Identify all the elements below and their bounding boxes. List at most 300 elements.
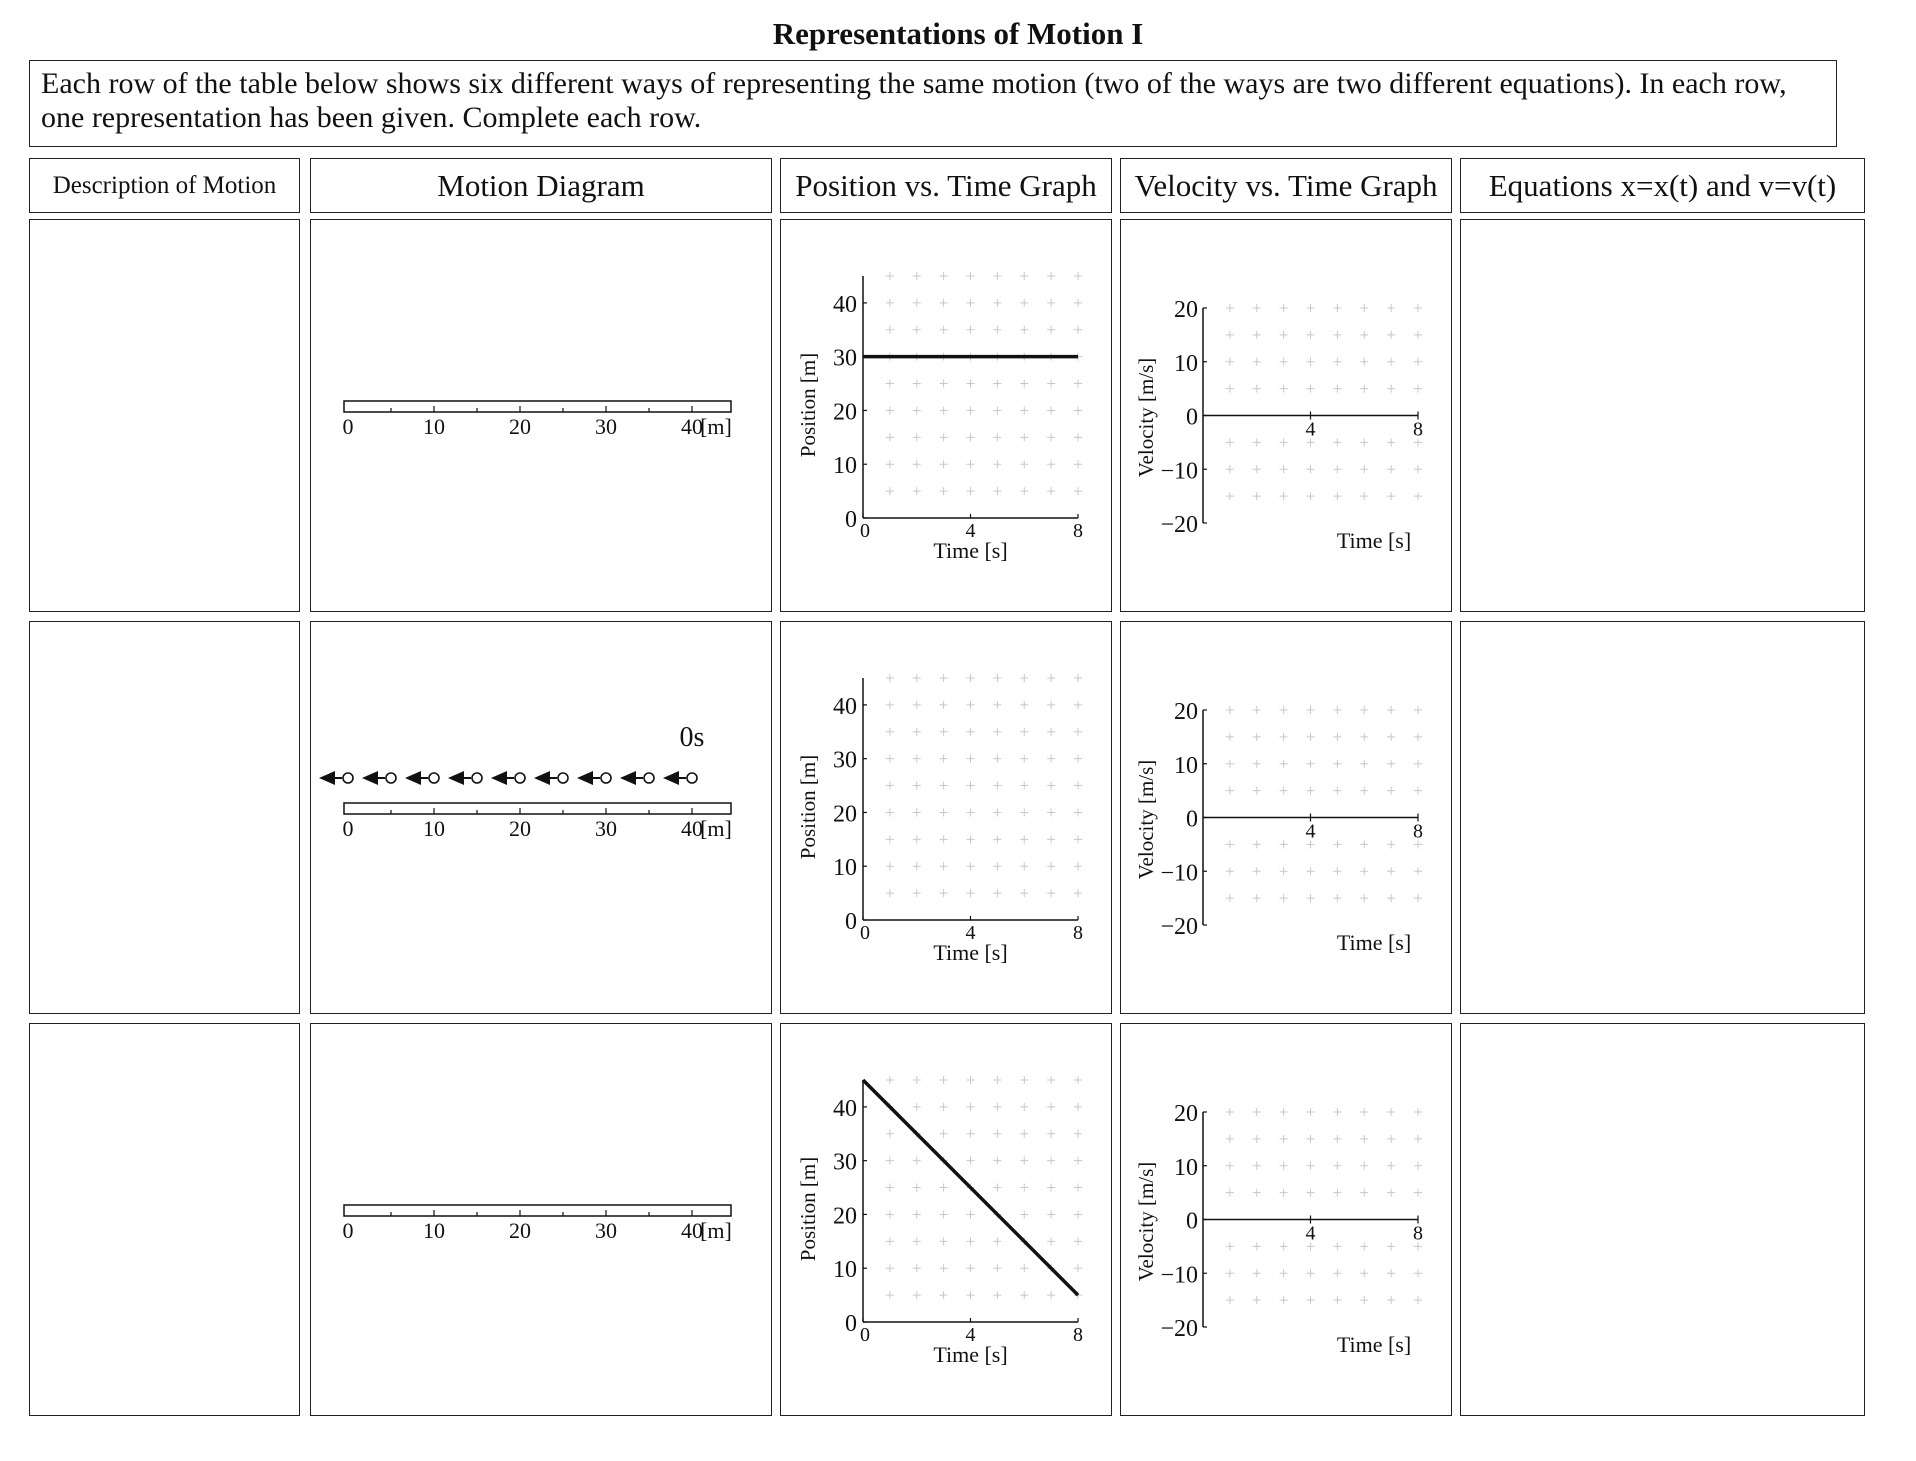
grid-cross [1360,1189,1368,1197]
x-axis-label: Time [s] [933,538,1008,563]
grid-cross [993,835,1001,843]
grid-cross [993,701,1001,709]
grid-cross [1307,331,1315,339]
grid-cross [1414,331,1422,339]
grid-cross [1387,1242,1395,1250]
grid-cross [1020,701,1028,709]
grid-cross [1333,438,1341,446]
grid-cross [1280,706,1288,714]
grid-cross [1226,787,1234,795]
grid-cross [913,1264,921,1272]
x-tick-label: 8 [1413,1222,1423,1245]
grid-cross [940,835,948,843]
grid-cross [913,272,921,280]
grid-cross [1360,438,1368,446]
x-tick-label: 4 [1305,418,1316,441]
grid-cross [940,406,948,414]
velocity-graph-cell-row-2[interactable] [1120,621,1452,1014]
grid-cross [993,326,1001,334]
grid-cross [1307,706,1315,714]
grid-cross [1047,1184,1055,1192]
grid-cross [993,1291,1001,1299]
grid-cross [913,862,921,870]
grid-cross [913,808,921,816]
grid-cross [1307,465,1315,473]
grid-cross [1074,808,1082,816]
grid-cross [1360,331,1368,339]
grid-cross [913,835,921,843]
grid-cross [1074,326,1082,334]
position-graph-cell-row-1[interactable] [780,219,1112,612]
grid-cross [1047,862,1055,870]
grid-cross [1226,1269,1234,1277]
grid-cross [886,326,894,334]
grid-cross [967,1157,975,1165]
grid-cross [913,674,921,682]
ruler-tick-label: 10 [423,1218,445,1243]
ruler-unit: [m] [700,816,732,841]
grid-cross [1226,304,1234,312]
grid-cross [1253,760,1261,768]
grid-cross [993,406,1001,414]
grid-cross [913,1103,921,1111]
grid-cross [1333,304,1341,312]
velocity-arrow-head [362,771,378,785]
grid-cross [1226,465,1234,473]
grid-cross [1074,862,1082,870]
header-equations-label: Equations x=x(t) and v=v(t) [1488,167,1837,203]
grid-cross [1387,1135,1395,1143]
position-graph-cell-row-2[interactable] [780,621,1112,1014]
x-tick-label: 8 [1413,418,1423,441]
grid-cross [993,808,1001,816]
header-description-label: Description of Motion [52,171,277,199]
x-tick-label: 4 [965,922,976,944]
y-tick-label: −20 [1160,1316,1198,1342]
y-tick-label: −10 [1160,1262,1198,1289]
grid-cross [1253,1108,1261,1116]
ruler-tick-label: 10 [423,414,445,439]
grid-cross [1020,299,1028,307]
ruler [343,401,732,439]
grid-cross [1360,304,1368,312]
grid-cross [940,380,948,388]
ruler-bar [344,401,731,412]
grid-cross [913,728,921,736]
grid-cross [967,1103,975,1111]
position-grid [886,272,1082,495]
grid-cross [886,1291,894,1299]
grid-cross [1333,706,1341,714]
grid-cross [967,487,975,495]
grid-cross [1414,867,1422,875]
y-axis-label: Position [m] [796,754,820,860]
grid-cross [1226,733,1234,741]
grid-cross [940,299,948,307]
description-cell-row-1[interactable] [29,219,300,612]
grid-cross [1020,1103,1028,1111]
grid-cross [993,1184,1001,1192]
description-cell-row-2[interactable] [29,621,300,1014]
grid-cross [1414,787,1422,795]
grid-cross [1074,782,1082,790]
grid-cross [1047,433,1055,441]
grid-cross [1387,492,1395,500]
grid-cross [940,755,948,763]
grid-cross [1074,1076,1082,1084]
grid-cross [1074,460,1082,468]
y-tick-label: 40 [833,693,857,720]
grid-cross [993,1130,1001,1138]
grid-cross [1253,358,1261,366]
grid-cross [1226,1162,1234,1170]
grid-cross [1047,835,1055,843]
grid-cross [1074,1103,1082,1111]
grid-cross [1360,894,1368,902]
grid-cross [886,782,894,790]
grid-cross [1020,808,1028,816]
grid-cross [1074,1264,1082,1272]
velocity-graph-row-2 [1121,622,1451,1013]
grid-cross [993,889,1001,897]
grid-cross [1360,733,1368,741]
grid-cross [1074,272,1082,280]
x-tick-label: 8 [1413,820,1423,843]
grid-cross [1280,894,1288,902]
ruler-tick-label: 10 [423,816,445,841]
grid-cross [1020,1210,1028,1218]
grid-cross [1280,1135,1288,1143]
grid-cross [913,1157,921,1165]
grid-cross [886,701,894,709]
grid-cross [1020,433,1028,441]
grid-cross [1253,840,1261,848]
velocity-arrow-head [620,771,636,785]
grid-cross [886,1210,894,1218]
motion-diagram-cell-row-2[interactable] [310,621,772,1014]
grid-cross [1047,701,1055,709]
y-tick-label: 10 [1174,1154,1198,1181]
motion-dot [687,773,697,783]
header-motion-diagram-label: Motion Diagram [437,167,645,203]
grid-cross [1226,331,1234,339]
grid-cross [1253,304,1261,312]
equations-cell-row-3[interactable] [1460,1023,1865,1416]
grid-cross [1020,755,1028,763]
grid-cross [886,1264,894,1272]
grid-cross [993,674,1001,682]
grid-cross [1020,1184,1028,1192]
grid-cross [913,299,921,307]
grid-cross [940,1291,948,1299]
grid-cross [1020,1264,1028,1272]
grid-cross [1226,894,1234,902]
grid-cross [913,1210,921,1218]
velocity-arrow-head [491,771,507,785]
motion-dot [472,773,482,783]
header-velocity-graph-label: Velocity vs. Time Graph [1134,167,1438,203]
grid-cross [1333,1189,1341,1197]
x-tick-label: 4 [1305,1222,1316,1245]
grid-cross [1387,358,1395,366]
grid-cross [1253,1242,1261,1250]
grid-cross [1360,1162,1368,1170]
equations-cell-row-2[interactable] [1460,621,1865,1014]
grid-cross [1360,1296,1368,1304]
grid-cross [886,1076,894,1084]
grid-cross [967,433,975,441]
y-tick-label: −20 [1160,914,1198,940]
header-motion-diagram [310,158,772,213]
grid-cross [1414,1269,1422,1277]
grid-cross [967,1291,975,1299]
grid-cross [1074,674,1082,682]
grid-cross [1360,492,1368,500]
grid-cross [1307,894,1315,902]
motion-diagram-cell-row-3[interactable] [310,1023,772,1416]
grid-cross [1020,1291,1028,1299]
grid-cross [940,782,948,790]
grid-cross [993,782,1001,790]
grid-cross [1253,438,1261,446]
x-axis-label: Time [s] [933,940,1008,965]
grid-cross [1280,304,1288,312]
grid-cross [1387,706,1395,714]
grid-cross [1360,787,1368,795]
x-tick-label: 4 [1305,820,1316,843]
grid-cross [1387,733,1395,741]
grid-cross [1226,1135,1234,1143]
grid-cross [1280,438,1288,446]
velocity-graph-cell-row-3[interactable] [1120,1023,1452,1416]
velocity-grid [1226,706,1422,902]
y-tick-label: 10 [1174,752,1198,779]
grid-cross [1226,760,1234,768]
grid-cross [1414,706,1422,714]
velocity-graph-cell-row-1[interactable] [1120,219,1452,612]
ruler-tick-label: 40 [681,1218,703,1243]
grid-cross [1360,385,1368,393]
grid-cross [1074,1157,1082,1165]
grid-cross [1253,894,1261,902]
grid-cross [1307,1296,1315,1304]
velocity-grid [1226,304,1422,500]
instructions-box: Each row of the table below shows six different ways of representing the same motion (two of the ways are two different equations). In each row, one representation has been given. Complete each row. [29,60,1837,147]
grid-cross [1360,1135,1368,1143]
x-axis-label: Time [s] [1336,528,1412,553]
grid-cross [913,460,921,468]
grid-cross [1307,1269,1315,1277]
position-graph-row-1 [781,220,1111,611]
grid-cross [886,406,894,414]
position-graph-cell-row-3[interactable] [780,1023,1112,1416]
description-cell-row-3[interactable] [29,1023,300,1416]
grid-cross [1253,787,1261,795]
velocity-graph-row-3 [1121,1024,1451,1415]
grid-cross [1307,492,1315,500]
grid-cross [1307,358,1315,366]
grid-cross [1020,728,1028,736]
grid-cross [967,1210,975,1218]
position-graph-row-3 [781,1024,1111,1415]
grid-cross [1307,760,1315,768]
y-axis-label: Velocity [m/s] [1134,357,1158,478]
grid-cross [993,755,1001,763]
grid-cross [1280,1242,1288,1250]
grid-cross [1333,1135,1341,1143]
ruler-tick-label: 20 [509,414,531,439]
grid-cross [1414,304,1422,312]
grid-cross [1047,889,1055,897]
y-tick-label: 30 [833,345,857,372]
motion-dot [343,773,353,783]
grid-cross [967,835,975,843]
grid-cross [1387,894,1395,902]
grid-cross [1020,1157,1028,1165]
y-tick-label: 20 [1174,1101,1198,1127]
header-equations [1460,158,1865,213]
grid-cross [940,1210,948,1218]
grid-cross [993,380,1001,388]
grid-cross [1333,385,1341,393]
grid-cross [1280,867,1288,875]
grid-cross [913,1291,921,1299]
grid-cross [1020,460,1028,468]
y-tick-label: 0 [845,1311,857,1337]
grid-cross [967,406,975,414]
grid-cross [1074,835,1082,843]
grid-cross [886,272,894,280]
header-position-graph-label: Position vs. Time Graph [795,167,1097,203]
grid-cross [1387,1108,1395,1116]
grid-cross [1360,1108,1368,1116]
velocity-grid [1226,1108,1422,1304]
header-velocity-graph [1120,158,1452,213]
ruler-tick-label: 0 [342,414,354,439]
grid-cross [1414,1108,1422,1116]
grid-cross [967,1130,975,1138]
grid-cross [1387,867,1395,875]
header-description [29,158,300,213]
grid-cross [993,299,1001,307]
grid-cross [1414,894,1422,902]
grid-cross [1047,380,1055,388]
grid-cross [913,701,921,709]
motion-diagram-cell-row-1[interactable] [310,219,772,612]
grid-cross [1414,1162,1422,1170]
velocity-graph-row-1 [1121,220,1451,611]
grid-cross [1414,1135,1422,1143]
grid-cross [1414,465,1422,473]
grid-cross [1333,894,1341,902]
y-tick-label: 30 [833,747,857,774]
grid-cross [967,755,975,763]
grid-cross [1307,787,1315,795]
ruler-tick-label: 30 [595,1218,617,1243]
grid-cross [886,835,894,843]
x-axis-label: Time [s] [1336,1332,1412,1357]
grid-cross [913,782,921,790]
grid-cross [993,1157,1001,1165]
grid-cross [1226,1296,1234,1304]
motion-diagram-row-1 [311,220,771,611]
grid-cross [1074,728,1082,736]
grid-cross [1387,1162,1395,1170]
motion-diagram-row-3 [311,1024,771,1415]
grid-cross [913,326,921,334]
grid-cross [1253,1189,1261,1197]
ruler-unit: [m] [700,414,732,439]
grid-cross [1074,406,1082,414]
grid-cross [1253,733,1261,741]
grid-cross [913,433,921,441]
grid-cross [1253,385,1261,393]
y-tick-label: −10 [1160,458,1198,485]
motion-dot [558,773,568,783]
grid-cross [940,460,948,468]
grid-cross [1020,272,1028,280]
grid-cross [940,1264,948,1272]
grid-cross [1333,733,1341,741]
y-tick-label: 0 [1186,1208,1198,1235]
grid-cross [1020,674,1028,682]
grid-cross [1307,733,1315,741]
grid-cross [1253,492,1261,500]
ruler [343,803,732,841]
y-tick-label: 20 [833,399,857,426]
ruler-tick-label: 20 [509,816,531,841]
grid-cross [1020,406,1028,414]
grid-cross [1280,840,1288,848]
grid-cross [1414,492,1422,500]
equations-cell-row-1[interactable] [1460,219,1865,612]
grid-cross [1360,358,1368,366]
grid-cross [886,1184,894,1192]
y-axis-label: Velocity [m/s] [1134,1161,1158,1282]
grid-cross [1280,492,1288,500]
grid-cross [1253,1135,1261,1143]
grid-cross [1333,358,1341,366]
grid-cross [1074,701,1082,709]
y-tick-label: −20 [1160,512,1198,538]
grid-cross [1047,782,1055,790]
grid-cross [886,862,894,870]
grid-cross [1047,1210,1055,1218]
y-tick-label: 40 [833,1095,857,1122]
grid-cross [1020,889,1028,897]
grid-cross [1387,438,1395,446]
grid-cross [940,433,948,441]
grid-cross [1020,1130,1028,1138]
grid-cross [967,380,975,388]
grid-cross [967,1076,975,1084]
page-title: Representations of Motion I [772,16,1144,51]
motion-dot [386,773,396,783]
grid-cross [886,889,894,897]
grid-cross [940,1130,948,1138]
grid-cross [1414,733,1422,741]
grid-cross [1387,331,1395,339]
grid-cross [886,299,894,307]
y-tick-label: 20 [1174,699,1198,725]
grid-cross [1253,706,1261,714]
grid-cross [1280,733,1288,741]
grid-cross [940,808,948,816]
grid-cross [1253,1296,1261,1304]
y-tick-label: 20 [1174,297,1198,323]
velocity-arrow-head [319,771,335,785]
grid-cross [1414,1189,1422,1197]
